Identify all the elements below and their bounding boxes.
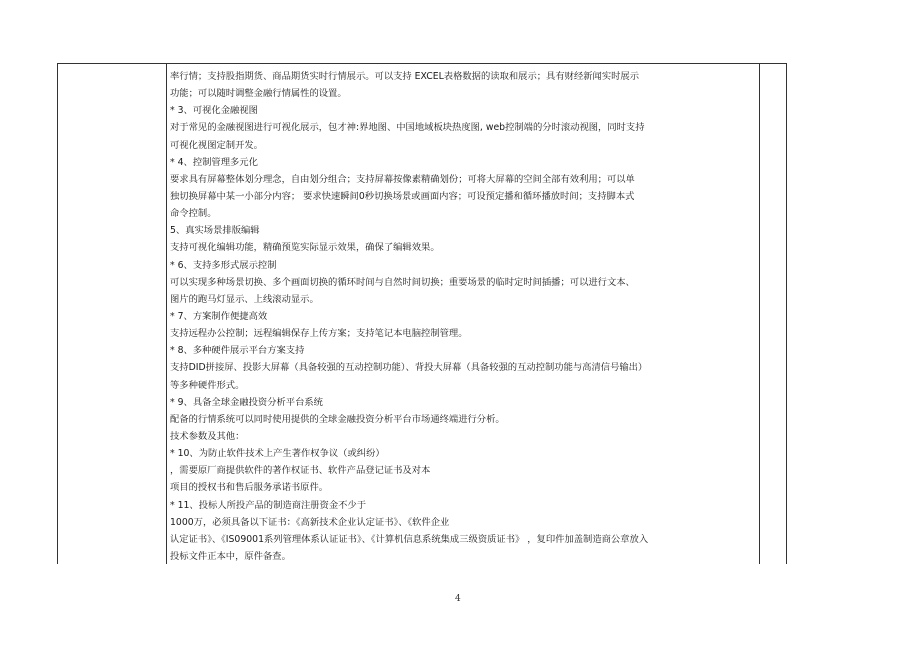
text-line: 投标文件正本中，原件备查。 bbox=[170, 550, 291, 562]
text-line: * 9、具备全球金融投资分析平台系统 bbox=[170, 396, 323, 408]
text-line: 认定证书》、《IS09001系列管理体系认证证书》、《计算机信息系统集成三级资质证书》 ，复印件加盖制造商公章放入 bbox=[170, 533, 649, 545]
table-column-divider bbox=[166, 64, 167, 564]
text-line: 独切换屏幕中某一小部分内容； 要求快速瞬间0秒切换场景或画面内容；可设预定播和循环播放时间；支持脚本式 bbox=[170, 190, 635, 202]
text-line: * 8、多种硬件展示平台方案支持 bbox=[170, 345, 305, 357]
page-number: 4 bbox=[455, 594, 461, 604]
requirements-text bbox=[170, 68, 758, 564]
text-line: * 11、投标人所投产品的制造商注册资金不少于 bbox=[170, 499, 367, 511]
text-line: ，需要原厂商提供软件的著作权证书、软件产品登记证书及对本 bbox=[170, 465, 431, 477]
text-line: 率行情；支持股指期货、商品期货实时行情展示。可以支持 EXCEL表格数据的读取和展示；具有财经新闻实时展示 bbox=[170, 71, 640, 82]
text-line: 支持可视化编辑功能，精确预览实际显示效果，确保了编辑效果。 bbox=[170, 242, 440, 254]
text-line: 配备的行情系统可以同时使用提供的全球金融投资分析平台市场通终端进行分析。 bbox=[170, 413, 505, 425]
text-line: * 3、可视化金融视图 bbox=[170, 105, 258, 117]
text-line: 支持远程办公控制；远程编辑保存上传方案；支持笔记本电脑控制管理。 bbox=[170, 328, 468, 340]
text-line: 可视化视图定制开发。 bbox=[170, 139, 263, 151]
text-line: 命令控制。 bbox=[170, 208, 217, 220]
table-column-divider bbox=[759, 64, 760, 564]
text-line: 图片的跑马灯显示、上线滚动显示。 bbox=[170, 293, 319, 305]
text-line: 技术参数及其他： bbox=[170, 430, 245, 442]
text-line: 对于常见的金融视图进行可视化展示，包才神:界地图、中国地域板块热度图, web控制端的分时滚动视图，同时支持 bbox=[170, 122, 645, 134]
text-line: * 7、方案制作便捷高效 bbox=[170, 310, 268, 322]
text-line: 5、真实场景排版编辑 bbox=[170, 225, 260, 237]
text-line: 支持DID拼接屏、投影大屏幕（具备较强的互动控制功能）、背投大屏幕（具备较强的互动控制功能与高清信号输出） bbox=[170, 362, 648, 374]
text-line: 等多种硬件形式。 bbox=[170, 379, 245, 391]
text-line: * 4、控制管理多元化 bbox=[170, 156, 258, 168]
text-line: * 6、支持多形式展示控制 bbox=[170, 259, 277, 271]
text-line: * 10、为防止软件技术上产生著作权争议（或纠纷） bbox=[170, 448, 385, 460]
text-line: 要求具有屏幕整体划分理念，自由划分组合；支持屏幕按像素精确划份；可将大屏幕的空间全部有效利用；可以单 bbox=[170, 173, 635, 185]
text-line: 1000万，必须具备以下证书：《高新技术企业认定证书》、《软件企业 bbox=[170, 516, 450, 528]
spec-table bbox=[57, 63, 787, 564]
text-line: 功能；可以随时调整金融行情属性的设置。 bbox=[170, 88, 347, 100]
text-line: 可以实现多种场景切换、多个画面切换的循环时间与自然时间切换；重要场景的临时定时间插播；可以进行文本、 bbox=[170, 276, 635, 288]
table-column-divider bbox=[786, 64, 787, 564]
text-line: 项目的授权书和售后服务承诺书原件。 bbox=[170, 482, 329, 494]
